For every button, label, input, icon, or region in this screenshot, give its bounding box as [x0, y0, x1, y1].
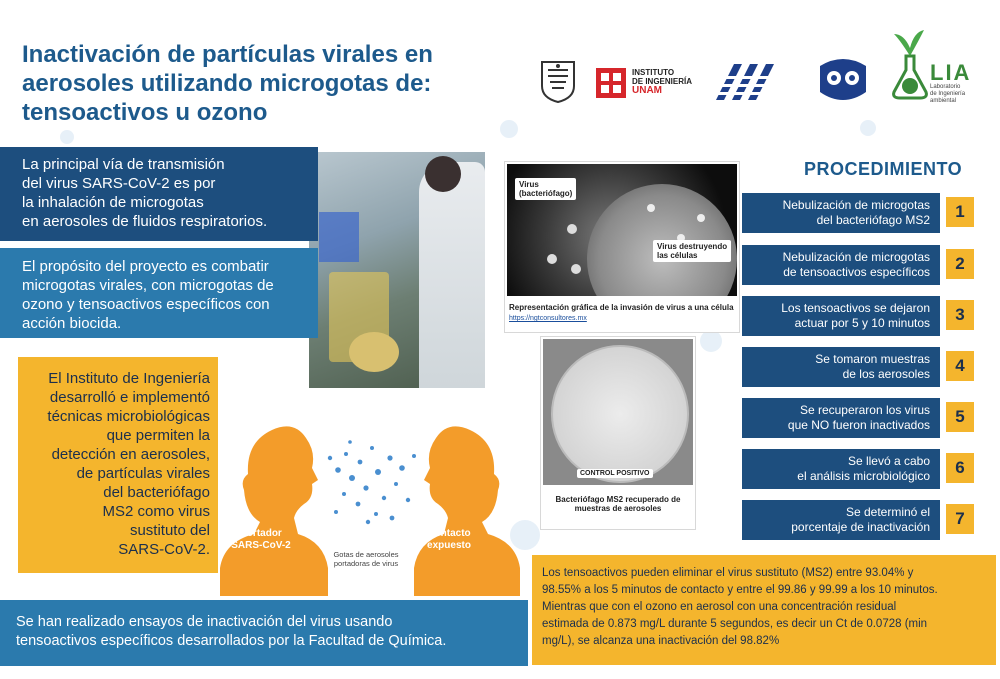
virus-label-text: (bacteriófago)	[519, 189, 573, 198]
lab-photo	[309, 152, 485, 388]
step-line: porcentaje de inactivación	[791, 520, 930, 534]
step-line: Se determinó el	[845, 505, 930, 519]
procedure-step-text	[742, 245, 940, 285]
carrier-label-text: Portador	[240, 528, 282, 539]
lia-logo-subtext: de Ingeniería	[930, 91, 966, 97]
lia-logo-subtext: Laboratorio	[930, 84, 961, 90]
step-line: Los tensoactivos se dejaron	[781, 301, 930, 315]
procedure-step-number: 6	[946, 453, 974, 483]
instituto-ingenieria-logo	[596, 66, 706, 102]
title-line: aerosoles utilizando microgotas de:	[22, 70, 432, 97]
procedure-step-number: 3	[946, 300, 974, 330]
aerosol-label-text: portadoras de virus	[333, 559, 399, 568]
institute-logo-text: DE INGENIERÍA	[632, 77, 693, 86]
plate-caption-text: Bacteriófago MS2 recuperado de	[555, 495, 681, 504]
source-link[interactable]: https://ngtconsultores.mx	[509, 315, 587, 322]
results-text: Mientras que con el ozono en aerosol con una concentración residual	[542, 601, 897, 613]
institute-text: sustituto del	[129, 522, 210, 539]
procedure-step-text	[742, 500, 940, 540]
step-line: de los aerosoles	[842, 367, 930, 381]
procedure-step	[742, 449, 978, 489]
purpose-text: El propósito del proyecto es combatir	[22, 258, 269, 275]
step-line: del bacteriófago MS2	[816, 213, 930, 227]
carrier-silhouette	[220, 426, 328, 596]
institute-logo-text: INSTITUTO	[632, 68, 675, 77]
owl-logo	[816, 56, 870, 106]
virus-label	[515, 178, 576, 200]
procedure-step-text	[742, 398, 940, 438]
virus-label-text: Virus	[519, 180, 539, 189]
logo-row	[530, 30, 990, 110]
background-bubble	[860, 120, 876, 136]
transmission-text: La principal vía de transmisión	[22, 156, 225, 173]
aerosol-label	[318, 550, 414, 568]
step-line: Nebulización de microgotas	[782, 198, 930, 212]
institute-text: SARS-CoV-2.	[118, 541, 210, 558]
transmission-text: en aerosoles de fluidos respiratorios.	[22, 213, 268, 230]
background-bubble	[60, 130, 74, 144]
procedure-step-text	[742, 296, 940, 336]
step-line: que NO fueron inactivados	[787, 418, 930, 432]
virus-destroy-label	[653, 240, 731, 262]
institute-text: El Instituto de Ingeniería	[48, 370, 210, 387]
transmission-text: la inhalación de microgotas	[22, 194, 204, 211]
contact-label-text: expuesto	[427, 540, 471, 551]
contact-label	[414, 528, 484, 552]
procedure-step-number: 1	[946, 197, 974, 227]
institute-text: detección en aerosoles,	[51, 446, 210, 463]
procedure-step-number: 7	[946, 504, 974, 534]
institute-text: de partículas virales	[76, 465, 210, 482]
procedure-step-text	[742, 449, 940, 489]
contact-label-text: Contacto	[427, 528, 471, 539]
procedure-step	[742, 347, 978, 387]
aerosol-label-text: Gotas de aerosoles	[333, 550, 399, 559]
lia-logo	[890, 26, 990, 110]
petri-plate-figure	[540, 336, 696, 530]
institute-logo-unam: UNAM	[632, 85, 662, 96]
carrier-label-text: SARS-CoV-2	[231, 540, 291, 551]
procedure-step-text	[742, 193, 940, 233]
facultad-ingenieria-logo	[712, 56, 788, 104]
bottom-note-text: Se han realizado ensayos de inactivación del virus usando	[16, 614, 393, 630]
institute-text: del bacteriófago	[103, 484, 210, 501]
petri-plate-photo	[543, 339, 693, 485]
title-line: Inactivación de partículas virales en	[22, 41, 433, 68]
institute-text: MS2 como virus	[102, 503, 210, 520]
procedure-step	[742, 500, 978, 540]
transmission-panel	[0, 147, 318, 241]
procedure-step-number: 2	[946, 249, 974, 279]
step-line: actuar por 5 y 10 minutos	[794, 316, 930, 330]
virus-figure-caption: Representación gráfica de la invasión de virus a una célula	[509, 303, 734, 312]
unam-seal-logo	[538, 58, 578, 104]
title-line: tensoactivos u ozono	[22, 99, 268, 126]
purpose-panel	[0, 248, 318, 338]
lia-logo-subtext: ambiental	[930, 98, 957, 104]
control-label: CONTROL POSITIVO	[577, 469, 653, 478]
virus-destroy-label-text: las células	[657, 251, 698, 260]
bottom-note-panel	[0, 600, 528, 666]
page-title	[22, 40, 522, 127]
procedure-step-text	[742, 347, 940, 387]
procedure-step	[742, 245, 978, 285]
purpose-text: ozono y tensoactivos específicos con	[22, 296, 270, 313]
ii-grid-icon	[596, 68, 626, 98]
lia-logo-text: LIA	[930, 60, 972, 85]
results-text: Los tensoactivos pueden eliminar el virus sustituto (MS2) entre 93.04% y	[542, 567, 914, 579]
transmission-text: del virus SARS-CoV-2 es por	[22, 175, 216, 192]
results-text: mg/L), se alcanza una inactivación del 98.82%	[542, 635, 780, 647]
results-panel	[532, 555, 996, 665]
step-line: Nebulización de microgotas	[782, 250, 930, 264]
plate-caption	[543, 495, 693, 513]
step-line: Se recuperaron los virus	[799, 403, 930, 417]
procedure-step-number: 4	[946, 351, 974, 381]
institute-text: técnicas microbiológicas	[47, 408, 210, 425]
plate-caption-text: muestras de aerosoles	[574, 504, 662, 513]
step-line: Se tomaron muestras	[815, 352, 930, 366]
institute-panel	[18, 357, 218, 573]
institute-text: que permiten la	[106, 427, 210, 444]
procedure-title: PROCEDIMIENTO	[804, 159, 963, 179]
institute-text: desarrolló e implementó	[49, 389, 210, 406]
background-bubble	[700, 330, 722, 352]
procedure-step	[742, 296, 978, 336]
virus-invasion-figure	[504, 161, 740, 333]
procedure-step	[742, 193, 978, 233]
procedure-step	[742, 398, 978, 438]
contact-silhouette	[414, 426, 520, 596]
virus-micrograph	[507, 164, 737, 296]
procedure-step-number: 5	[946, 402, 974, 432]
purpose-text: acción biocida.	[22, 315, 122, 332]
step-line: Se llevó a cabo	[847, 454, 930, 468]
results-text: estimada de 0.873 mg/L durante 5 segundos, es decir un Ct de 0.0728 (min	[542, 618, 928, 630]
flask-plant-icon	[890, 26, 930, 102]
purpose-text: microgotas virales, con microgotas de	[22, 277, 274, 294]
results-text: 98.55% a los 5 minutos de contacto y entre el 99.86 y 99.99 a los 10 minutos.	[542, 584, 938, 596]
bottom-note-text: tensoactivos específicos desarrollados por la Facultad de Química.	[16, 633, 447, 649]
virus-destroy-label-text: Virus destruyendo	[657, 242, 728, 251]
transmission-illustration	[220, 418, 520, 596]
step-line: de tensoactivos específicos	[783, 265, 930, 279]
aerosol-droplets	[328, 440, 416, 524]
step-line: el análisis microbiológico	[797, 469, 930, 483]
carrier-label	[226, 528, 296, 552]
